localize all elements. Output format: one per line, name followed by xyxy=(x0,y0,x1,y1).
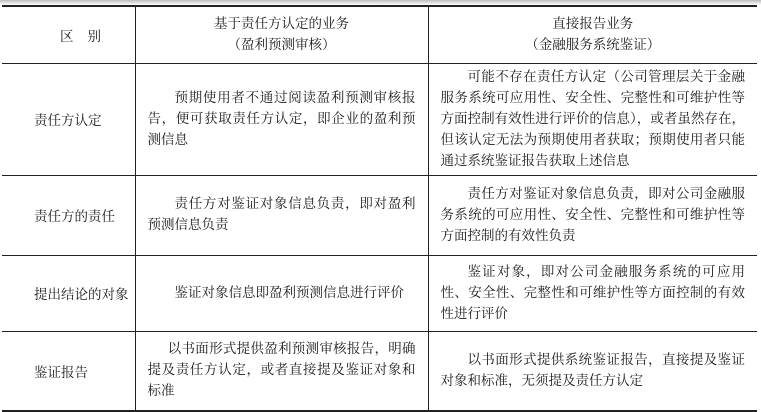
table-header-row xyxy=(2,6,757,63)
row-cell-col-b: 可能不存在责任方认定（公司管理层关于金融服务系统可应用性、安全性、完整性和可维护性等方面控制有效性进行评价的信息），或者虽然存在，但该认定无法为预期使用者获取；预期使用者只能通过系统鉴证报告获取上述信息 xyxy=(428,63,757,175)
table-row xyxy=(2,255,757,331)
comparison-table xyxy=(2,5,757,412)
header-label-cell xyxy=(2,6,135,63)
header-col-a-title: 基于责任方认定的业务 xyxy=(214,15,349,32)
row-cell-col-b: 以书面形式提供系统鉴证报告，直接提及鉴证对象和标准，无须提及责任方认定 xyxy=(428,331,757,411)
row-cell-col-a: 鉴证对象信息即盈利预测信息进行评价 xyxy=(135,255,428,331)
row-cell-col-b: 鉴证对象，即对公司金融服务系统的可应用性、安全性、完整性和可维护性等方面控制的有效性进行评价 xyxy=(428,255,757,331)
row-label: 提出结论的对象 xyxy=(2,255,135,331)
row-label: 责任方认定 xyxy=(2,63,135,175)
row-label: 责任方的责任 xyxy=(2,175,135,255)
header-label-text: 区别 xyxy=(60,28,115,45)
table-row xyxy=(2,331,757,411)
header-col-a-subtitle: （盈利预测审核） xyxy=(227,36,336,53)
header-col-b-subtitle: （金融服务系统鉴证） xyxy=(525,36,661,53)
header-col-b xyxy=(428,6,757,63)
table-row xyxy=(2,175,757,255)
header-col-a xyxy=(135,6,428,63)
header-col-b-title: 直接报告业务 xyxy=(552,15,634,32)
row-cell-col-a: 以书面形式提供盈利预测审核报告，明确提及责任方认定，或者直接提及鉴证对象和标准 xyxy=(135,331,428,411)
row-cell-col-a: 责任方对鉴证对象信息负责，即对盈利预测信息负责 xyxy=(135,175,428,255)
row-cell-col-a: 预期使用者不通过阅读盈利预测审核报告，便可获取责任方认定，即企业的盈利预测信息 xyxy=(135,63,428,175)
row-label: 鉴证报告 xyxy=(2,331,135,411)
row-cell-col-b: 责任方对鉴证对象信息负责，即对公司金融服务系统的可应用性、安全性、完整性和可维护性等方面控制的有效性负责 xyxy=(428,175,757,255)
table-row xyxy=(2,63,757,175)
